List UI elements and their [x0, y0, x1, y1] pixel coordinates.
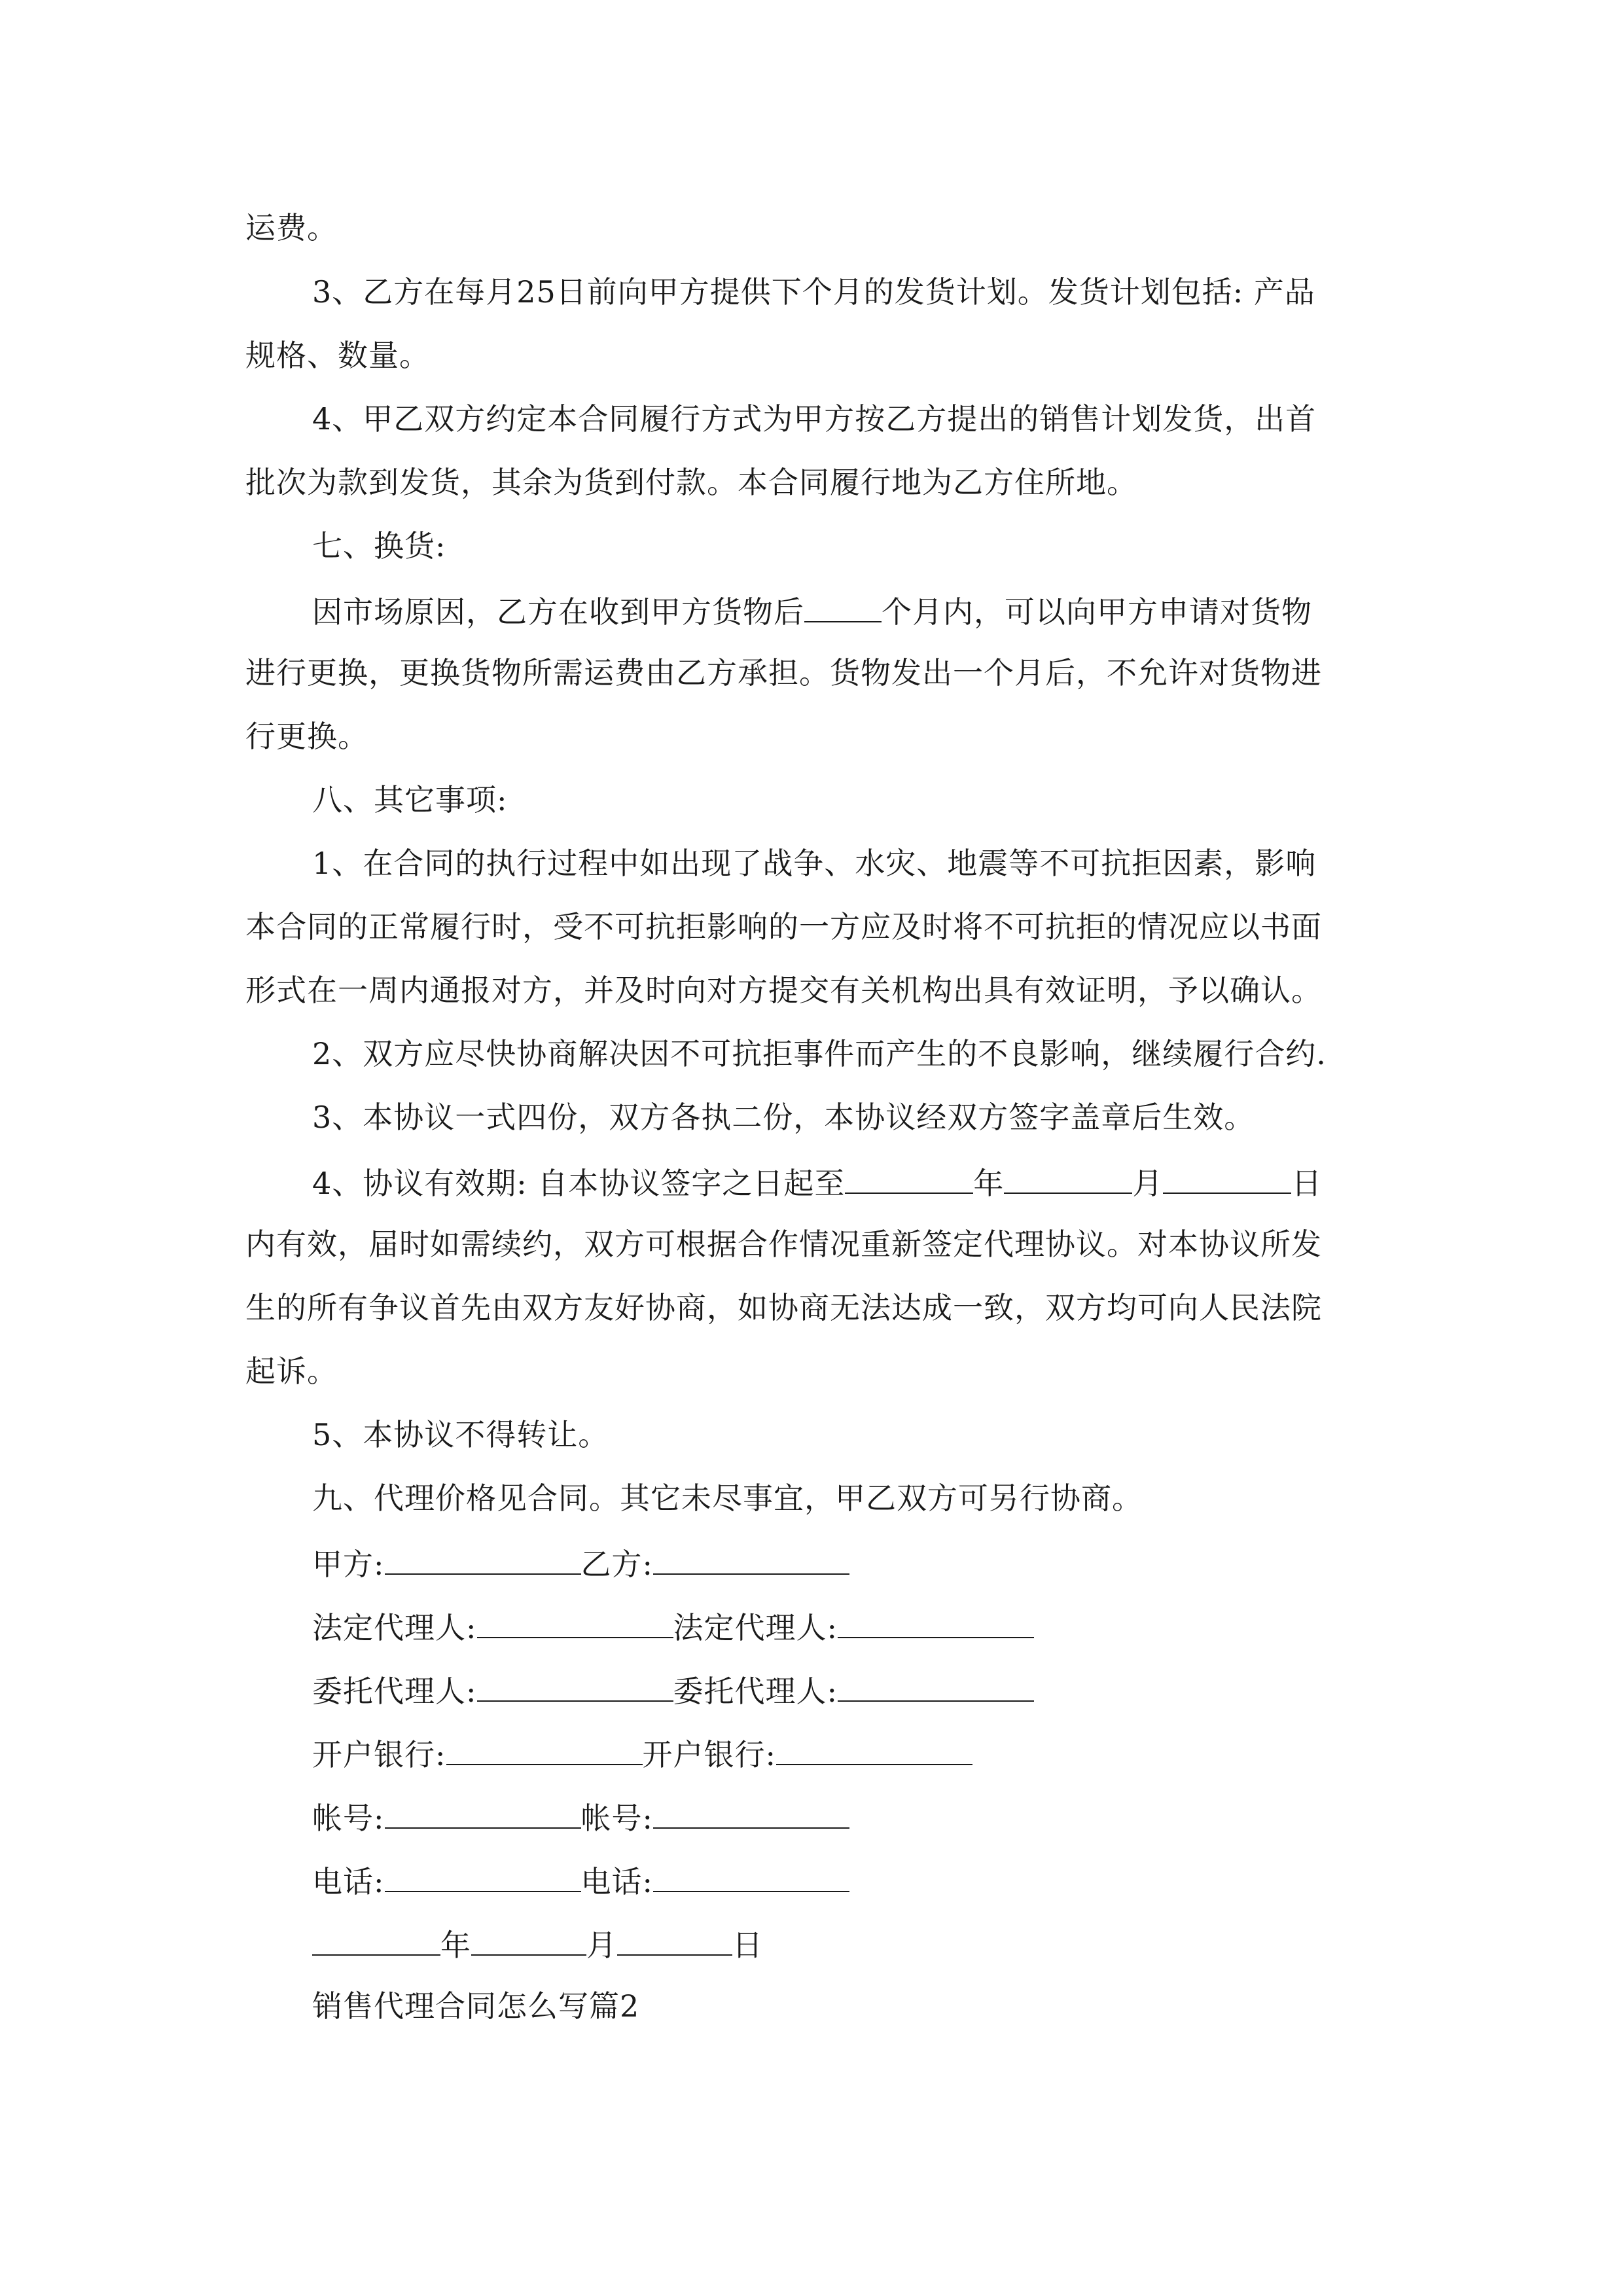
text: 因市场原因，乙方在收到甲方货物后 — [312, 594, 804, 630]
signature-blank — [653, 1861, 849, 1892]
signature-blank — [838, 1607, 1034, 1638]
text: 七、换货: — [312, 528, 446, 564]
text: 销售代理合同怎么写篇2 — [312, 1988, 640, 2024]
label: 帐号: — [312, 1801, 385, 1836]
text: 批次为款到发货，其余为货到付款。本合同履行地为乙方住所地。 — [245, 465, 1137, 500]
paragraph-line — [312, 591, 1312, 630]
blank-field — [845, 1162, 973, 1194]
label: 年 — [440, 1928, 471, 1963]
paragraph-line — [245, 1289, 1322, 1329]
blank-field — [1004, 1162, 1132, 1194]
date-blank — [471, 1924, 586, 1956]
paragraph-line — [312, 401, 1316, 440]
label: 委托代理人: — [673, 1674, 838, 1709]
signature-blank — [385, 1543, 581, 1575]
paragraph-line — [245, 1353, 338, 1392]
section-heading — [312, 528, 446, 567]
signature-blank — [776, 1734, 972, 1765]
label: 法定代理人: — [673, 1610, 838, 1645]
text: 个月内，可以向甲方申请对货物 — [882, 594, 1312, 630]
text: 4、协议有效期: 自本协议签字之日起至 — [312, 1166, 846, 1201]
paragraph-line — [312, 274, 1315, 313]
signature-blank — [385, 1797, 581, 1829]
paragraph-line — [245, 337, 430, 376]
label: 乙方: — [580, 1547, 653, 1582]
label: 委托代理人: — [312, 1674, 477, 1709]
text: 月 — [1132, 1166, 1164, 1201]
paragraph-line — [312, 1099, 1255, 1138]
paragraph-line — [245, 209, 338, 249]
signature-blank — [653, 1797, 849, 1829]
text: 5、本协议不得转让。 — [312, 1417, 609, 1452]
signature-blank — [477, 1607, 673, 1638]
label: 电话: — [312, 1864, 385, 1899]
text: 本合同的正常履行时，受不可抗拒影响的一方应及时将不可抗拒的情况应以书面 — [245, 909, 1322, 944]
text: 内有效，届时如需续约，双方可根据合作情况重新签定代理协议。对本协议所发 — [245, 1227, 1322, 1262]
signature-row-account — [312, 1797, 849, 1837]
paragraph-line — [245, 464, 1137, 503]
label: 开户银行: — [312, 1737, 446, 1772]
signature-blank — [385, 1861, 581, 1892]
label: 帐号: — [580, 1801, 653, 1836]
paragraph-line — [245, 972, 1322, 1011]
paragraph-line — [245, 718, 368, 757]
paragraph-line — [245, 1226, 1322, 1265]
text: 八、其它事项: — [312, 782, 508, 817]
text: 运费。 — [245, 210, 338, 245]
text: 1、在合同的执行过程中如出现了战争、水灾、地震等不可抗拒因素，影响 — [312, 846, 1317, 881]
text: 4、甲乙双方约定本合同履行方式为甲方按乙方提出的销售计划发货，出首 — [312, 401, 1317, 437]
paragraph-line — [312, 1035, 1327, 1075]
signature-blank — [446, 1734, 643, 1765]
text: 年 — [973, 1166, 1005, 1201]
paragraph-line — [312, 1162, 1322, 1202]
date-blank — [617, 1924, 732, 1956]
text: 形式在一周内通报对方，并及时向对方提交有关机构出具有效证明，予以确认。 — [245, 973, 1322, 1008]
label: 日 — [732, 1928, 763, 1963]
text: 3、乙方在每月25日前向甲方提供下个月的发货计划。发货计划包括: 产品 — [312, 274, 1315, 310]
signature-blank — [477, 1670, 673, 1702]
text: 3、本协议一式四份，双方各执二份，本协议经双方签字盖章后生效。 — [312, 1100, 1255, 1135]
date-blank — [312, 1924, 440, 1956]
signature-blank — [838, 1670, 1034, 1702]
signature-row-agent — [312, 1670, 1034, 1710]
signature-row-phone — [312, 1861, 849, 1900]
label: 甲方: — [312, 1547, 385, 1582]
next-section-heading — [312, 1988, 639, 2027]
signature-blank — [653, 1543, 849, 1575]
section-heading — [312, 781, 508, 821]
paragraph-line — [312, 845, 1316, 884]
paragraph-line — [245, 655, 1322, 694]
paragraph-line — [312, 1416, 609, 1456]
text: 进行更换，更换货物所需运费由乙方承担。货物发出一个月后，不允许对货物进 — [245, 655, 1322, 691]
text: 九、代理价格见合同。其它未尽事宜，甲乙双方可另行协商。 — [312, 1480, 1143, 1516]
label: 开户银行: — [642, 1737, 776, 1772]
text: 日 — [1291, 1166, 1323, 1201]
blank-field — [804, 591, 882, 622]
label: 电话: — [580, 1864, 653, 1899]
signature-row-legal-rep — [312, 1607, 1034, 1646]
text: 行更换。 — [245, 719, 368, 754]
paragraph-line — [312, 1480, 1143, 1519]
label: 法定代理人: — [312, 1610, 477, 1645]
text: 2、双方应尽快协商解决因不可抗拒事件而产生的不良影响，继续履行合约. — [312, 1036, 1327, 1071]
signature-row-party — [312, 1543, 849, 1583]
text: 规格、数量。 — [245, 338, 430, 373]
blank-field — [1163, 1162, 1291, 1194]
signature-row-bank — [312, 1734, 972, 1773]
label: 月 — [586, 1928, 617, 1963]
text: 起诉。 — [245, 1354, 338, 1389]
text: 生的所有争议首先由双方友好协商，如协商无法达成一致，双方均可向人民法院 — [245, 1290, 1322, 1325]
signature-row-date — [312, 1924, 763, 1964]
paragraph-line — [245, 908, 1322, 948]
